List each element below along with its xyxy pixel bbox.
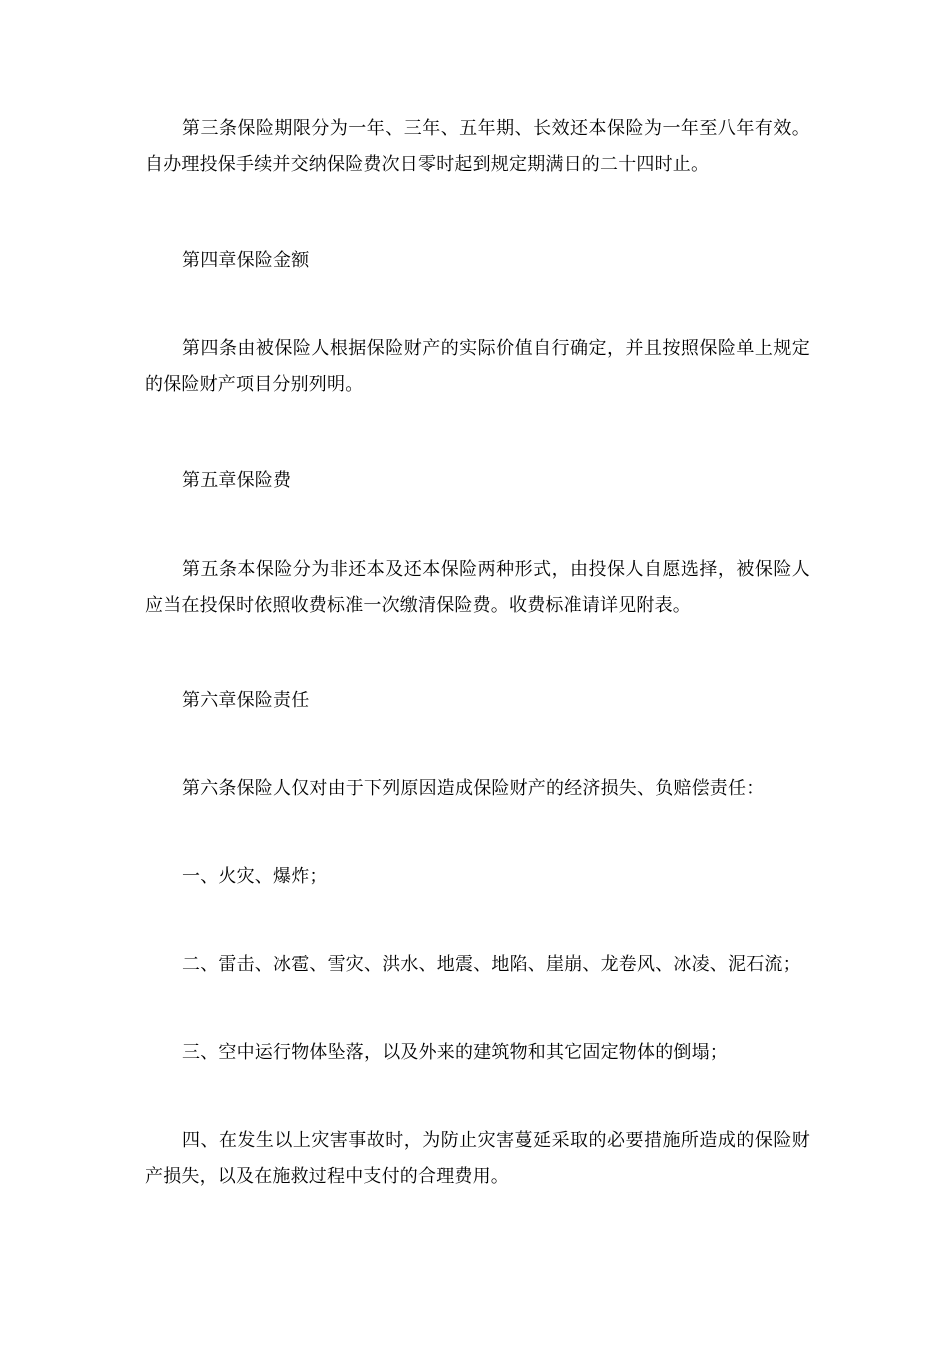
- list-item-3: 三、空中运行物体坠落，以及外来的建筑物和其它固定物体的倒塌；: [182, 1042, 728, 1063]
- article-4-paragraph: 第四条由被保险人根据保险财产的实际价值自行确定，并且按照保险单上规定的保险财产项目分别列明。: [145, 338, 810, 395]
- list-item-2: 二、雷击、冰雹、雪灾、洪水、地震、地陷、崖崩、龙卷风、冰凌、泥石流；: [182, 954, 801, 975]
- list-item-1: 一、火灾、爆炸；: [182, 866, 328, 887]
- list-item-4: 四、在发生以上灾害事故时，为防止灾害蔓延采取的必要措施所造成的保险财产损失，以及在施救过程中支付的合理费用。: [145, 1130, 810, 1187]
- chapter-4-heading: 第四章保险金额: [182, 250, 310, 271]
- chapter-5-heading: 第五章保险费: [182, 470, 292, 491]
- article-6-paragraph: 第六条保险人仅对由于下列原因造成保险财产的经济损失、负赔偿责任：: [182, 778, 765, 799]
- article-5-paragraph: 第五条本保险分为非还本及还本保险两种形式，由投保人自愿选择，被保险人应当在投保时依照收费标准一次缴清保险费。收费标准请详见附表。: [145, 559, 810, 616]
- article-3-paragraph: 第三条保险期限分为一年、三年、五年期、长效还本保险为一年至八年有效。自办理投保手续并交纳保险费次日零时起到规定期满日的二十四时止。: [145, 118, 810, 175]
- chapter-6-heading: 第六章保险责任: [182, 690, 310, 711]
